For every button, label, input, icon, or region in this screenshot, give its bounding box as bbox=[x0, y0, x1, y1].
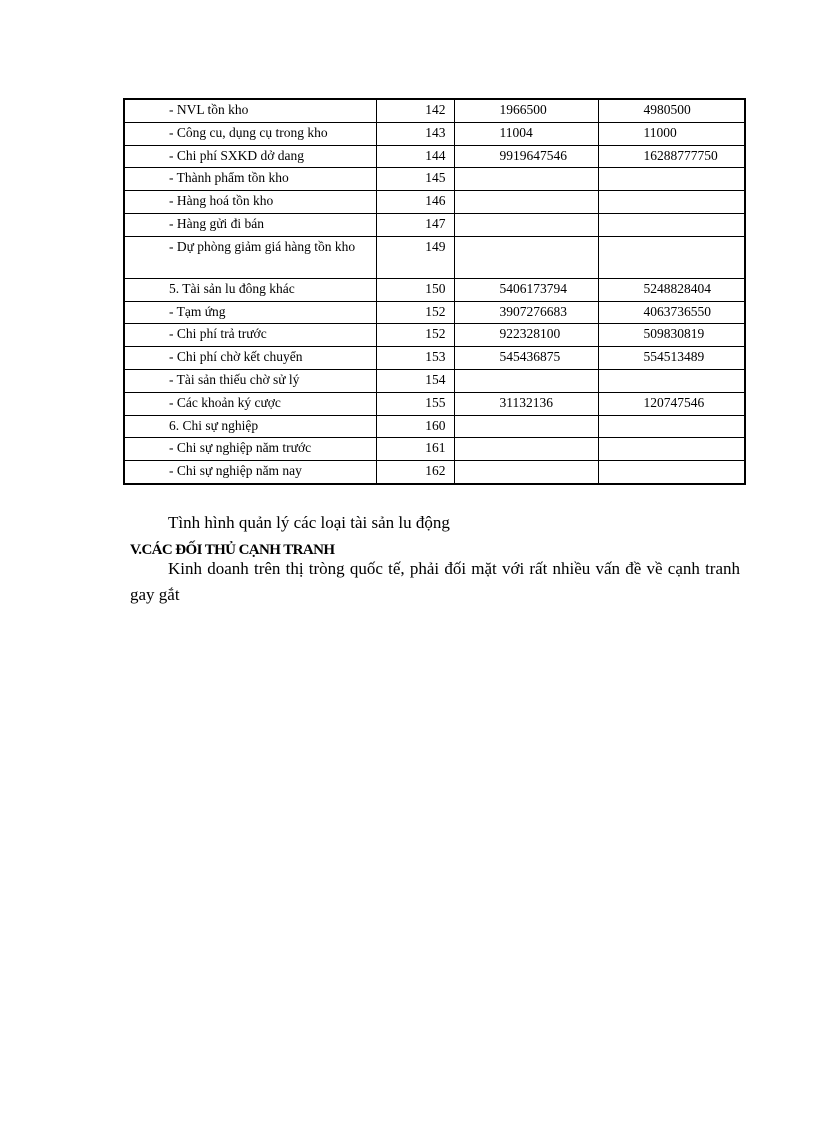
item-cell: - Công cu, dụng cụ trong kho bbox=[124, 122, 376, 145]
item-cell: - Hàng gửi đi bán bbox=[124, 213, 376, 236]
value-end-cell: 509830819 bbox=[598, 324, 745, 347]
table-row bbox=[124, 122, 745, 145]
value-start-cell: 3907276683 bbox=[454, 301, 598, 324]
value-end-cell bbox=[598, 213, 745, 236]
item-cell: - Hàng hoá tồn kho bbox=[124, 191, 376, 214]
item-cell: - NVL tồn kho bbox=[124, 99, 376, 122]
table-row bbox=[124, 236, 745, 278]
code-cell: 142 bbox=[376, 99, 454, 122]
code-cell: 143 bbox=[376, 122, 454, 145]
item-cell: - Chi sự nghiệp năm nay bbox=[124, 461, 376, 484]
value-end-cell: 16288777750 bbox=[598, 145, 745, 168]
value-start-cell: 9919647546 bbox=[454, 145, 598, 168]
code-cell: 160 bbox=[376, 415, 454, 438]
item-cell: 5. Tài sản lu đông khác bbox=[124, 278, 376, 301]
value-end-cell bbox=[598, 191, 745, 214]
value-start-cell: 922328100 bbox=[454, 324, 598, 347]
code-cell: 161 bbox=[376, 438, 454, 461]
value-start-cell: 11004 bbox=[454, 122, 598, 145]
table-row bbox=[124, 324, 745, 347]
table-row bbox=[124, 438, 745, 461]
value-end-cell: 4980500 bbox=[598, 99, 745, 122]
item-cell: - Chi phí trả trước bbox=[124, 324, 376, 347]
value-start-cell bbox=[454, 461, 598, 484]
code-cell: 153 bbox=[376, 347, 454, 370]
value-end-cell bbox=[598, 438, 745, 461]
code-cell: 150 bbox=[376, 278, 454, 301]
value-end-cell bbox=[598, 168, 745, 191]
value-end-cell: 120747546 bbox=[598, 392, 745, 415]
table-row bbox=[124, 301, 745, 324]
value-end-cell: 4063736550 bbox=[598, 301, 745, 324]
item-cell: - Tạm ứng bbox=[124, 301, 376, 324]
table-row bbox=[124, 415, 745, 438]
value-start-cell bbox=[454, 369, 598, 392]
code-cell: 146 bbox=[376, 191, 454, 214]
value-start-cell: 1966500 bbox=[454, 99, 598, 122]
table-row bbox=[124, 145, 745, 168]
table-row bbox=[124, 278, 745, 301]
item-cell: - Chi phí SXKD dở dang bbox=[124, 145, 376, 168]
code-cell: 162 bbox=[376, 461, 454, 484]
table-row bbox=[124, 461, 745, 484]
table-row bbox=[124, 99, 745, 122]
value-start-cell: 545436875 bbox=[454, 347, 598, 370]
table-row bbox=[124, 168, 745, 191]
value-start-cell bbox=[454, 213, 598, 236]
value-start-cell bbox=[454, 168, 598, 191]
table-row bbox=[124, 369, 745, 392]
value-end-cell bbox=[598, 461, 745, 484]
value-end-cell: 5248828404 bbox=[598, 278, 745, 301]
value-end-cell bbox=[598, 236, 745, 278]
item-cell: 6. Chi sự nghiệp bbox=[124, 415, 376, 438]
item-cell: - Chi sự nghiệp năm trước bbox=[124, 438, 376, 461]
value-start-cell bbox=[454, 438, 598, 461]
item-cell: - Chi phí chờ kết chuyển bbox=[124, 347, 376, 370]
table-row bbox=[124, 347, 745, 370]
value-end-cell bbox=[598, 369, 745, 392]
code-cell: 145 bbox=[376, 168, 454, 191]
value-start-cell: 31132136 bbox=[454, 392, 598, 415]
code-cell: 147 bbox=[376, 213, 454, 236]
asset-table bbox=[123, 98, 746, 485]
value-start-cell bbox=[454, 415, 598, 438]
item-cell: - Tài sản thiếu chờ sử lý bbox=[124, 369, 376, 392]
code-cell: 152 bbox=[376, 324, 454, 347]
item-cell: - Dự phòng giảm giá hàng tồn kho bbox=[124, 236, 376, 278]
value-start-cell bbox=[454, 191, 598, 214]
body-paragraph: Kinh doanh trên thị tròng quốc tế, phải đối mặt với rất nhiều vấn đề về cạnh tranh gay gắt bbox=[130, 559, 740, 604]
item-cell: - Các khoản ký cược bbox=[124, 392, 376, 415]
code-cell: 149 bbox=[376, 236, 454, 278]
value-end-cell: 11000 bbox=[598, 122, 745, 145]
table-row bbox=[124, 392, 745, 415]
table-row bbox=[124, 213, 745, 236]
value-end-cell: 554513489 bbox=[598, 347, 745, 370]
code-cell: 155 bbox=[376, 392, 454, 415]
code-cell: 152 bbox=[376, 301, 454, 324]
section-heading: V.CÁC ĐỐI THỦ CẠNH TRANH bbox=[130, 542, 335, 558]
code-cell: 144 bbox=[376, 145, 454, 168]
code-cell: 154 bbox=[376, 369, 454, 392]
status-paragraph: Tình hình quản lý các loại tài sản lu động bbox=[168, 513, 450, 532]
table-row bbox=[124, 191, 745, 214]
item-cell: - Thành phẩm tồn kho bbox=[124, 168, 376, 191]
value-start-cell: 5406173794 bbox=[454, 278, 598, 301]
value-end-cell bbox=[598, 415, 745, 438]
value-start-cell bbox=[454, 236, 598, 278]
